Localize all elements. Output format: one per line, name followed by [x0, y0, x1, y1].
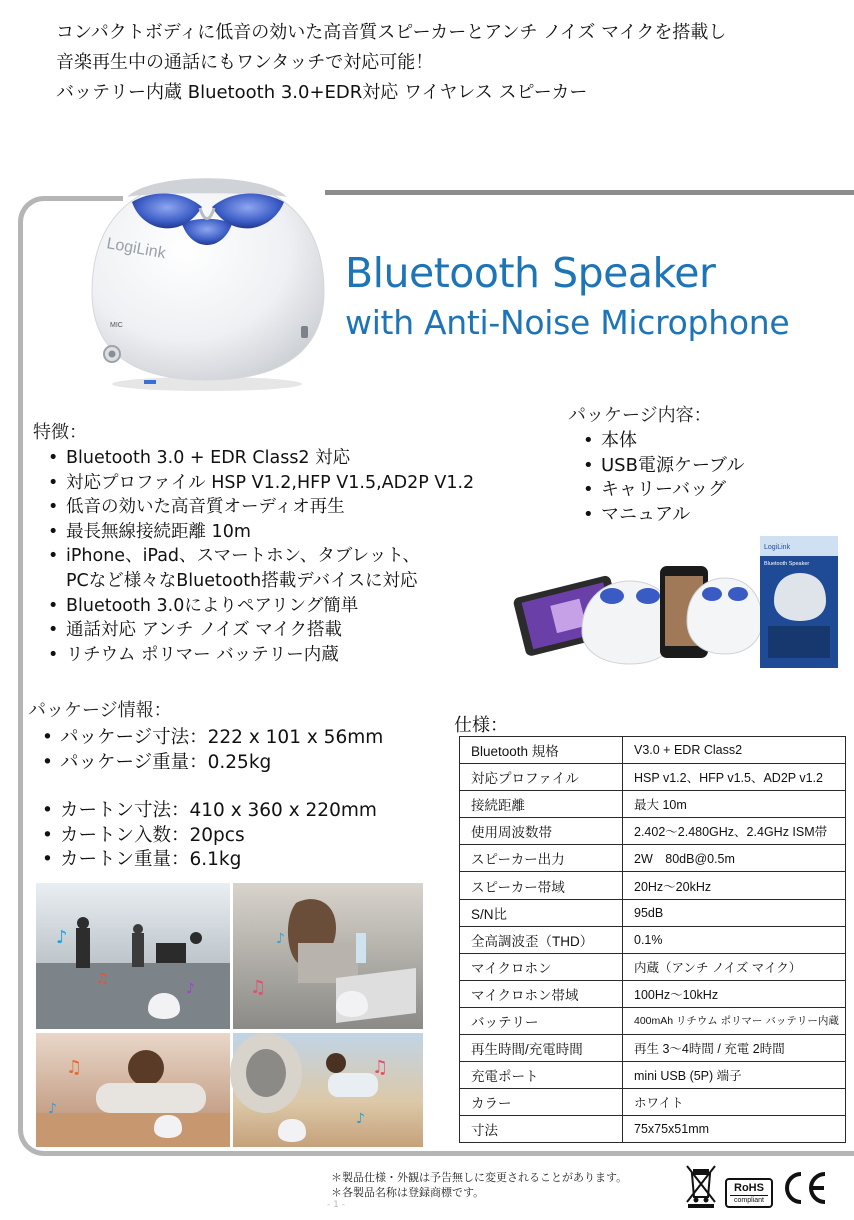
feature-item: • 通話対応 アンチ ノイズ マイク搭載: [48, 618, 474, 643]
spec-value: 2W 80dB@0.5m: [623, 845, 846, 872]
table-row: [460, 1007, 846, 1034]
rohs-label: RoHS: [730, 1181, 768, 1196]
spec-value: 2.402～2.480GHz、2.4GHz ISM帯: [623, 818, 846, 845]
package-content-item: • マニュアル: [583, 503, 744, 528]
box-product-label: Bluetooth Speaker: [764, 561, 810, 567]
feature-item: • 対応プロファイル HSP V1.2,HFP V1.5,AD2P V1.2: [48, 471, 474, 496]
spec-value: 400mAh リチウム ポリマー バッテリー内蔵: [623, 1007, 846, 1034]
svg-text:♪: ♪: [186, 981, 195, 997]
package-contents-heading: パッケージ内容：: [568, 405, 712, 426]
rohs-compliant-badge: [725, 1178, 773, 1208]
table-row: [460, 764, 846, 791]
spec-value: HSP v1.2、HFP v1.5、AD2P v1.2: [623, 764, 846, 791]
spec-key: Bluetooth 規格: [460, 737, 623, 764]
spec-value: 最大 10m: [623, 791, 846, 818]
spec-key: S/N比: [460, 899, 623, 926]
weee-bin-icon: [684, 1163, 718, 1209]
package-info-item: • パッケージ重量：0.25kg: [42, 751, 383, 776]
table-row: [460, 1089, 846, 1116]
svg-text:♫: ♫: [96, 971, 109, 987]
table-row: [460, 953, 846, 980]
package-info-list-2: [42, 799, 377, 873]
spec-table: [459, 736, 846, 1143]
spec-key: バッテリー: [460, 1007, 623, 1034]
speaker-mic-label: MIC: [110, 322, 123, 329]
speaker-brand-logo: LogiLink: [105, 235, 167, 263]
product-title: [345, 248, 789, 348]
table-row: [460, 737, 846, 764]
title-line-1: Bluetooth Speaker: [345, 249, 716, 297]
intro-line-2: 音楽再生中の通話にもワンタッチで対応可能！: [56, 52, 434, 73]
table-row: [460, 899, 846, 926]
spec-key: スピーカー帯域: [460, 872, 623, 899]
intro-text: [56, 18, 726, 108]
spec-key: マイクロホン: [460, 953, 623, 980]
rohs-compliant-label: compliant: [734, 1197, 764, 1204]
spec-key: 寸法: [460, 1116, 623, 1143]
spec-value: mini USB (5P) 端子: [623, 1062, 846, 1089]
spec-value: 75x75x51mm: [623, 1116, 846, 1143]
ce-mark-icon: [781, 1168, 829, 1208]
package-info-item: • パッケージ寸法：222 x 101 x 56mm: [42, 726, 383, 751]
footnotes: [331, 1170, 627, 1200]
spec-key: 接続距離: [460, 791, 623, 818]
lifestyle-photos: [36, 883, 423, 1147]
spec-value: ホワイト: [623, 1089, 846, 1116]
spec-value: 95dB: [623, 899, 846, 926]
feature-item: • 最長無線接続距離 10m: [48, 520, 474, 545]
table-row: [460, 791, 846, 818]
spec-key: マイクロホン帯域: [460, 980, 623, 1007]
table-row: [460, 926, 846, 953]
spec-value: 再生 3～4時間 / 充電 2時間: [623, 1035, 846, 1062]
intro-line-1: コンパクトボディに低音の効いた高音質スピーカーとアンチ ノイズ マイクを搭載し: [56, 22, 727, 43]
spec-key: 全高調波歪（THD）: [460, 926, 623, 953]
table-row: [460, 1062, 846, 1089]
package-info-list-1: [42, 726, 383, 775]
package-info-item: • カートン重量：6.1kg: [42, 848, 377, 873]
table-row: [460, 845, 846, 872]
frame-bottom-line: [98, 1151, 854, 1156]
svg-text:♪: ♪: [56, 927, 68, 948]
spec-key: 再生時間/充電時間: [460, 1035, 623, 1062]
table-row: [460, 980, 846, 1007]
spec-value: 100Hz～10kHz: [623, 980, 846, 1007]
package-info-item: • カートン寸法：410 x 360 x 220mm: [42, 799, 377, 824]
svg-text:♫: ♫: [250, 977, 267, 998]
feature-item: • Bluetooth 3.0によりペアリング簡単: [48, 594, 474, 619]
spec-key: スピーカー出力: [460, 845, 623, 872]
svg-text:♪: ♪: [276, 931, 285, 947]
svg-text:♪: ♪: [48, 1101, 57, 1117]
spec-value: V3.0 + EDR Class2: [623, 737, 846, 764]
feature-item: • リチウム ポリマー バッテリー内蔵: [48, 643, 474, 668]
svg-text:♫: ♫: [372, 1057, 389, 1078]
footnote-1: ＊製品仕様・外観は予告無しに変更されることがあります。: [331, 1171, 628, 1184]
product-package-photo: [512, 516, 842, 676]
speaker-product-image: [72, 162, 342, 392]
feature-item-continued: PCなど様々なBluetooth搭載デバイスに対応: [66, 570, 418, 591]
intro-line-3: バッテリー内蔵 Bluetooth 3.0+EDR対応 ワイヤレス スピーカー: [56, 82, 588, 103]
feature-item: • iPhone、iPad、スマートホン、タブレット、: [48, 544, 474, 569]
package-content-item: • 本体: [583, 429, 744, 454]
package-content-item: • USB電源ケーブル: [583, 454, 744, 479]
package-info-item: • カートン入数：20pcs: [42, 824, 377, 849]
spec-heading: 仕様：: [454, 715, 508, 736]
table-row: [460, 1116, 846, 1143]
table-row: [460, 818, 846, 845]
page-number: - 1 -: [327, 1200, 345, 1210]
table-row: [460, 872, 846, 899]
table-row: [460, 1035, 846, 1062]
features-heading: 特徴：: [33, 422, 87, 443]
spec-key: カラー: [460, 1089, 623, 1116]
spec-value: 内蔵（アンチ ノイズ マイク）: [623, 953, 846, 980]
spec-value: 20Hz～20kHz: [623, 872, 846, 899]
spec-key: 対応プロファイル: [460, 764, 623, 791]
frame-top-line: [325, 190, 854, 195]
spec-key: 充電ポート: [460, 1062, 623, 1089]
svg-text:♫: ♫: [66, 1057, 83, 1078]
package-info-heading: パッケージ情報：: [28, 700, 172, 721]
package-content-item: • キャリーバッグ: [583, 478, 744, 503]
feature-item: • 低音の効いた高音質オーディオ再生: [48, 495, 474, 520]
package-contents-list: [583, 429, 744, 527]
footnote-2: ＊各製品名称は登録商標です。: [331, 1186, 485, 1199]
spec-key: 使用周波数帯: [460, 818, 623, 845]
box-brand-label: LogiLink: [764, 544, 791, 551]
svg-text:♪: ♪: [356, 1111, 365, 1127]
features-list: [48, 446, 474, 667]
feature-item: • Bluetooth 3.0 + EDR Class2 対応: [48, 446, 474, 471]
title-line-2: with Anti-Noise Microphone: [345, 303, 790, 342]
spec-value: 0.1%: [623, 926, 846, 953]
